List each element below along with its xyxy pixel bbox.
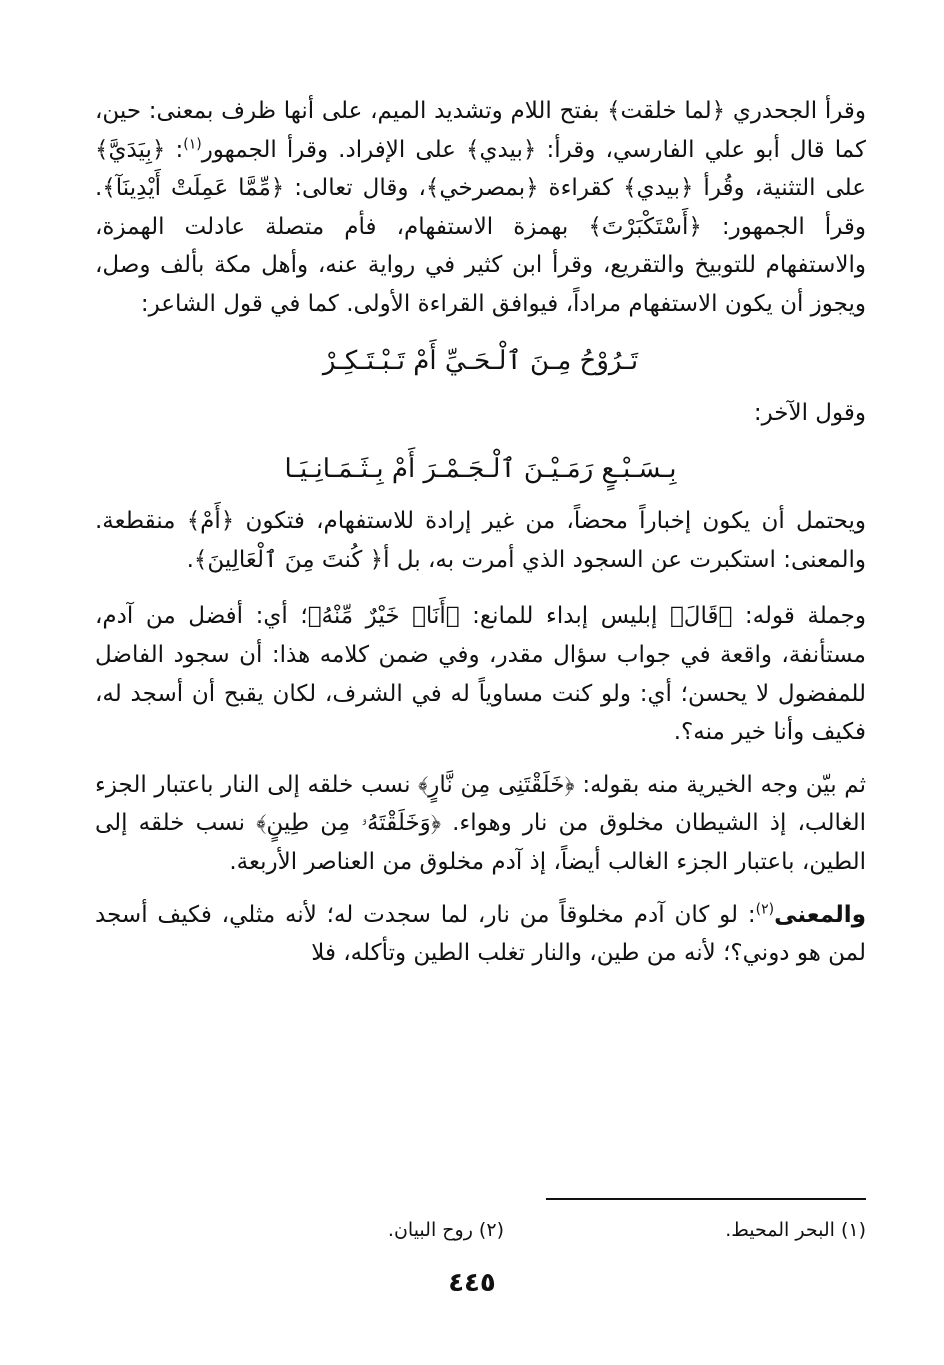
footnote-1: (١) البحر المحيط. (725, 1219, 866, 1241)
paragraph-3: ويحتمل أن يكون إخباراً محضاً، من غير إرادة للاستفهام، فتكون ﴿أَمْ﴾ منقطعة. والمعنى: استكبرت عن السجود الذي أمرت به، بل أ﴿ كُنتَ مِنَ ٱلْعَالِينَ﴾. (95, 508, 866, 573)
paragraph-6-text: : لو كان آدم مخلوقاً من نار، لما سجدت له؛ لأنه مثلي، فكيف أسجد لمن هو دوني؟؛ لأنه من طين، والنار تغلب الطين وتأكله، فلا (95, 901, 866, 967)
poetry-verse-1: تَـرُوْحُ مِـنَ ٱلْـحَـيِّ أَمْ تَـبْـتَـكِـرْ (322, 345, 639, 376)
footnotes (95, 1216, 866, 1246)
paragraph-1 (95, 92, 866, 324)
paragraph-6-lead: والمعنى (774, 901, 866, 928)
paragraph-2: وقول الآخر: (753, 399, 866, 426)
footnote-ref-2: (٢) (755, 900, 775, 917)
footnote-divider (546, 1198, 866, 1200)
footnote-2: (٢) روح البيان. (387, 1219, 504, 1241)
footnote-ref-1: (١) (183, 135, 202, 152)
main-text (95, 92, 866, 973)
paragraph-1-continuation: : ﴿بِيَدَيَّ﴾ على التثنية، وقُرأ ﴿بيدي﴾ كقراءة ﴿بمصرخي﴾، وقال تعالى: ﴿مِّمَّا عَمِلَتْ أَيْدِينَآ﴾. وقرأ الجمهور: ﴿أَسْتَكْبَرْتَ﴾ بهمزة الاستفهام، فأم متصلة عادلت الهمزة، والاستفهام للتوبيخ والتقريع، وقرأ ابن كثير في رواية عنه، وأهل مكة بألف وصل، ويجوز أن يكون الاستفهام مراداً، فيوافق القراءة الأولى. كما في قول الشاعر: (95, 136, 866, 317)
paragraph-4: وجملة قوله: ﴿قَالَ﴾ إبليس إبداء للمانع: ﴿أَنَا۠ خَيْرٌ مِّنْهُ﴾؛ أي: أفضل من آدم، مستأنفة، واقعة في جواب سؤال مقدر، وفي ضمن كلامه هذا: أن سجود الفاضل للمفضول لا يحسن؛ أي: ولو كنت مساوياً له في الشرف، لكان يقبح أن أسجد له، فكيف وأنا خير منه؟. (95, 603, 866, 746)
poetry-verse-2: بِـسَـبْـعٍ رَمَـيْـنَ ٱلْـجَـمْـرَ أَمْ بِـثَـمَـانِـيَـا (284, 454, 677, 485)
paragraph-6 (95, 896, 866, 973)
paragraph-5: ثم بيّن وجه الخيرية منه بقوله: ﴿خَلَقْتَنِى مِن نَّارٍ﴾ نسب خلقه إلى النار باعتبار الجزء الغالب، إذ الشيطان مخلوق من نار وهواء. ﴿وَخَلَقْتَهُۥ مِن طِينٍ﴾ نسب خلقه إلى الطين، باعتبار الجزء الغالب أيضاً، إذ آدم مخلوق من العناصر الأربعة. (95, 771, 866, 875)
paragraph-1-text: وقرأ الجحدري ﴿لما خلقت﴾ بفتح اللام وتشديد الميم، على أنها ظرف بمعنى: حين، كما قال أبو علي الفارسي، وقرأ: ﴿بيدي﴾ على الإفراد. وقرأ الجمهور (95, 98, 866, 163)
page-number: ٤٤٥ (448, 1268, 496, 1298)
